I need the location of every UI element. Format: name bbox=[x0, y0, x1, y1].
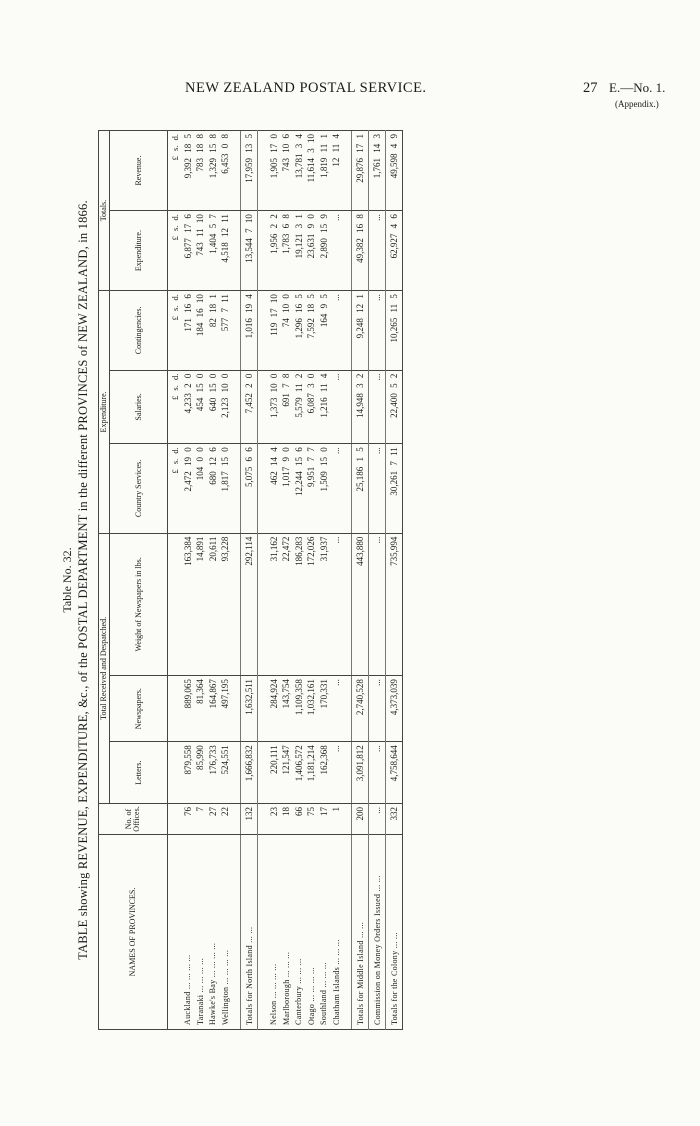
offices-cell: 132 bbox=[241, 804, 258, 835]
newspapers-cell: 164,867 bbox=[206, 676, 219, 742]
salaries-cell: 1,373 10 0 bbox=[267, 370, 280, 444]
salaries-cell: 640 15 0 bbox=[206, 370, 219, 444]
revenue-cell: 11,614 3 10 bbox=[305, 131, 318, 211]
table-row bbox=[305, 131, 318, 1030]
expenditure-cell: ... bbox=[369, 211, 386, 291]
weight-cell: 14,891 bbox=[194, 533, 207, 675]
letters-cell: 121,547 bbox=[280, 742, 293, 804]
offices-cell: 23 bbox=[267, 804, 280, 835]
table-row bbox=[219, 131, 232, 1030]
page-number: 27 bbox=[583, 80, 598, 96]
country-cell: 462 14 4 bbox=[267, 444, 280, 533]
province-name: Chatham Islands ... ... ... bbox=[330, 835, 343, 1030]
contingencies-cell: ... bbox=[330, 291, 343, 371]
offices-cell: 18 bbox=[280, 804, 293, 835]
weight-cell: 31,162 bbox=[267, 533, 280, 675]
unit-lsd: £ s. d. bbox=[168, 291, 182, 371]
col-letters: Letters. bbox=[110, 742, 168, 804]
weight-cell: 443,880 bbox=[352, 533, 369, 675]
document-reference: E.—No. 1. bbox=[609, 80, 666, 95]
expenditure-cell: 6,877 17 6 bbox=[181, 211, 194, 291]
salaries-cell: 14,948 3 2 bbox=[352, 370, 369, 444]
salaries-cell: 454 15 0 bbox=[194, 370, 207, 444]
postal-revenue-table bbox=[98, 130, 403, 1030]
salaries-cell: 22,400 5 2 bbox=[386, 370, 403, 444]
running-header bbox=[0, 80, 700, 102]
country-cell: 104 0 0 bbox=[194, 444, 207, 533]
revenue-cell: 1,761 14 3 bbox=[369, 131, 386, 211]
salaries-cell: 7,452 2 0 bbox=[241, 370, 258, 444]
offices-cell: 7 bbox=[194, 804, 207, 835]
unit-lsd: £ s. d. bbox=[168, 444, 182, 533]
letters-cell: 879,558 bbox=[181, 742, 194, 804]
group-totals: Totals. bbox=[99, 131, 110, 291]
spacer-row bbox=[342, 131, 352, 1030]
table-row bbox=[206, 131, 219, 1030]
letters-cell: 162,368 bbox=[317, 742, 330, 804]
offices-cell: 332 bbox=[386, 804, 403, 835]
expenditure-cell: 19,121 3 1 bbox=[292, 211, 305, 291]
weight-cell: ... bbox=[369, 533, 386, 675]
offices-cell: 200 bbox=[352, 804, 369, 835]
country-cell: 30,261 7 11 bbox=[386, 444, 403, 533]
revenue-cell: 1,819 11 1 bbox=[317, 131, 330, 211]
unit-lsd: £ s. d. bbox=[168, 131, 182, 211]
offices-cell: 22 bbox=[219, 804, 232, 835]
country-cell: 12,244 15 6 bbox=[292, 444, 305, 533]
contingencies-cell: 82 18 1 bbox=[206, 291, 219, 371]
newspapers-cell: 1,632,511 bbox=[241, 676, 258, 742]
table-row bbox=[292, 131, 305, 1030]
province-name: Southland ... ... ... bbox=[317, 835, 330, 1030]
contingencies-cell: 119 17 10 bbox=[267, 291, 280, 371]
newspapers-cell: 4,373,039 bbox=[386, 676, 403, 742]
col-offices: No. of Offices. bbox=[99, 804, 168, 835]
offices-cell: 66 bbox=[292, 804, 305, 835]
salaries-cell: 6,087 3 0 bbox=[305, 370, 318, 444]
appendix-label: (Appendix.) bbox=[615, 99, 659, 109]
country-cell: 9,951 7 7 bbox=[305, 444, 318, 533]
expenditure-cell: 1,404 5 7 bbox=[206, 211, 219, 291]
col-country-services: Country Services. bbox=[110, 444, 168, 533]
total-row-middle-island bbox=[352, 131, 369, 1030]
contingencies-cell: 74 10 0 bbox=[280, 291, 293, 371]
salaries-cell: 5,579 11 2 bbox=[292, 370, 305, 444]
revenue-cell: 29,876 17 1 bbox=[352, 131, 369, 211]
contingencies-cell: 577 7 11 bbox=[219, 291, 232, 371]
commission-row bbox=[369, 131, 386, 1030]
revenue-cell: 743 10 6 bbox=[280, 131, 293, 211]
table-row bbox=[330, 131, 343, 1030]
country-cell: ... bbox=[369, 444, 386, 533]
weight-cell: 163,384 bbox=[181, 533, 194, 675]
newspapers-cell: 1,032,161 bbox=[305, 676, 318, 742]
weight-cell: 93,228 bbox=[219, 533, 232, 675]
expenditure-cell: 1,783 6 8 bbox=[280, 211, 293, 291]
group-expenditure: Expenditure. bbox=[99, 291, 110, 534]
total-label: Totals for the Colony ... ... bbox=[386, 835, 403, 1030]
col-revenue: Revenue. bbox=[110, 131, 168, 211]
newspapers-cell: 170,331 bbox=[317, 676, 330, 742]
col-expenditure-total: Expenditure. bbox=[110, 211, 168, 291]
letters-cell: 524,551 bbox=[219, 742, 232, 804]
revenue-cell: 6,453 0 8 bbox=[219, 131, 232, 211]
province-name: Otago ... ... ... ... bbox=[305, 835, 318, 1030]
letters-cell: 220,111 bbox=[267, 742, 280, 804]
expenditure-cell: 2,890 15 9 bbox=[317, 211, 330, 291]
table-row bbox=[194, 131, 207, 1030]
salaries-cell: 1,216 11 4 bbox=[317, 370, 330, 444]
weight-cell: 292,114 bbox=[241, 533, 258, 675]
table-caption: TABLE showing REVENUE, EXPENDITURE, &c., of the POSTAL DEPARTMENT in the different PROVINCES of NEW ZEALAND, in 1866. bbox=[76, 200, 90, 960]
expenditure-cell: 13,544 7 10 bbox=[241, 211, 258, 291]
contingencies-cell: 171 16 6 bbox=[181, 291, 194, 371]
expenditure-cell: 23,631 9 0 bbox=[305, 211, 318, 291]
letters-cell: ... bbox=[330, 742, 343, 804]
revenue-cell: 783 18 8 bbox=[194, 131, 207, 211]
units-row bbox=[168, 131, 182, 1030]
table-number: Table No. 32. bbox=[60, 547, 74, 613]
province-name: Auckland ... ... ... ... bbox=[181, 835, 194, 1030]
revenue-cell: 1,905 17 0 bbox=[267, 131, 280, 211]
weight-cell: 22,472 bbox=[280, 533, 293, 675]
letters-cell: 3,091,812 bbox=[352, 742, 369, 804]
table-row bbox=[267, 131, 280, 1030]
rotated-table-block bbox=[58, 120, 528, 1040]
newspapers-cell: 889,065 bbox=[181, 676, 194, 742]
newspapers-cell: 81,364 bbox=[194, 676, 207, 742]
commission-label: Commission on Money Orders Issued ... ... bbox=[369, 835, 386, 1030]
offices-cell: 17 bbox=[317, 804, 330, 835]
table-row bbox=[181, 131, 194, 1030]
newspapers-cell: 2,740,528 bbox=[352, 676, 369, 742]
weight-cell: 735,994 bbox=[386, 533, 403, 675]
total-label: Totals for North Island ... ... bbox=[241, 835, 258, 1030]
letters-cell: 85,990 bbox=[194, 742, 207, 804]
letters-cell: 1,666,832 bbox=[241, 742, 258, 804]
revenue-cell: 1,329 15 8 bbox=[206, 131, 219, 211]
country-cell: 680 12 6 bbox=[206, 444, 219, 533]
total-label: Totals for Middle Island ... ... bbox=[352, 835, 369, 1030]
contingencies-cell: 9,248 12 1 bbox=[352, 291, 369, 371]
revenue-cell: 13,781 3 4 bbox=[292, 131, 305, 211]
contingencies-cell: 184 16 10 bbox=[194, 291, 207, 371]
newspapers-cell: 143,754 bbox=[280, 676, 293, 742]
weight-cell: 31,937 bbox=[317, 533, 330, 675]
weight-cell: 172,026 bbox=[305, 533, 318, 675]
salaries-cell: ... bbox=[330, 370, 343, 444]
contingencies-cell: 7,592 18 5 bbox=[305, 291, 318, 371]
col-weight: Weight of Newspapers in lbs. bbox=[110, 533, 168, 675]
col-newspapers: Newspapers. bbox=[110, 676, 168, 742]
weight-cell: 20,611 bbox=[206, 533, 219, 675]
revenue-cell: 9,392 18 5 bbox=[181, 131, 194, 211]
table-row bbox=[317, 131, 330, 1030]
letters-cell: 1,406,572 bbox=[292, 742, 305, 804]
country-cell: 1,817 15 0 bbox=[219, 444, 232, 533]
revenue-cell: 49,598 4 9 bbox=[386, 131, 403, 211]
offices-cell: ... bbox=[369, 804, 386, 835]
salaries-cell: 2,123 10 0 bbox=[219, 370, 232, 444]
offices-cell: 1 bbox=[330, 804, 343, 835]
province-name: Marlborough ... ... ... bbox=[280, 835, 293, 1030]
expenditure-cell: 1,956 2 2 bbox=[267, 211, 280, 291]
salaries-cell: 691 7 8 bbox=[280, 370, 293, 444]
country-cell: 25,186 1 5 bbox=[352, 444, 369, 533]
expenditure-cell: 4,518 12 11 bbox=[219, 211, 232, 291]
expenditure-cell: ... bbox=[330, 211, 343, 291]
letters-cell: 4,758,644 bbox=[386, 742, 403, 804]
contingencies-cell: 1,296 16 5 bbox=[292, 291, 305, 371]
group-received: Total Received and Despatched. bbox=[99, 533, 110, 803]
total-row-colony bbox=[386, 131, 403, 1030]
col-names: NAMES OF PROVINCES. bbox=[99, 835, 168, 1030]
weight-cell: 186,283 bbox=[292, 533, 305, 675]
revenue-cell: 12 11 4 bbox=[330, 131, 343, 211]
expenditure-cell: 49,382 16 8 bbox=[352, 211, 369, 291]
country-cell: 2,472 19 0 bbox=[181, 444, 194, 533]
country-cell: 5,075 6 6 bbox=[241, 444, 258, 533]
contingencies-cell: 164 9 5 bbox=[317, 291, 330, 371]
province-name: Wellington ... ... ... ... bbox=[219, 835, 232, 1030]
offices-cell: 27 bbox=[206, 804, 219, 835]
total-row-north-island bbox=[241, 131, 258, 1030]
salaries-cell: 4,233 2 0 bbox=[181, 370, 194, 444]
spacer-row bbox=[258, 131, 268, 1030]
newspapers-cell: 497,195 bbox=[219, 676, 232, 742]
unit-lsd: £ s. d. bbox=[168, 370, 182, 444]
newspapers-cell: ... bbox=[330, 676, 343, 742]
letters-cell: 176,733 bbox=[206, 742, 219, 804]
contingencies-cell: ... bbox=[369, 291, 386, 371]
newspapers-cell: 1,109,358 bbox=[292, 676, 305, 742]
expenditure-cell: 743 11 10 bbox=[194, 211, 207, 291]
country-cell: ... bbox=[330, 444, 343, 533]
newspapers-cell: 284,924 bbox=[267, 676, 280, 742]
revenue-cell: 17,959 13 5 bbox=[241, 131, 258, 211]
contingencies-cell: 10,265 11 5 bbox=[386, 291, 403, 371]
province-name: Nelson ... ... ... ... bbox=[267, 835, 280, 1030]
province-name: Hawke's Bay ... ... ... ... bbox=[206, 835, 219, 1030]
unit-lsd: £ s. d. bbox=[168, 211, 182, 291]
expenditure-cell: 62,927 4 6 bbox=[386, 211, 403, 291]
country-cell: 1,017 9 0 bbox=[280, 444, 293, 533]
col-salaries: Salaries. bbox=[110, 370, 168, 444]
province-name: Canterbury ... ... ... bbox=[292, 835, 305, 1030]
letters-cell: ... bbox=[369, 742, 386, 804]
offices-cell: 75 bbox=[305, 804, 318, 835]
col-contingencies: Contingencies. bbox=[110, 291, 168, 371]
province-name: Taranaki ... ... ... ... bbox=[194, 835, 207, 1030]
contingencies-cell: 1,016 19 4 bbox=[241, 291, 258, 371]
weight-cell: ... bbox=[330, 533, 343, 675]
offices-cell: 76 bbox=[181, 804, 194, 835]
letters-cell: 1,181,214 bbox=[305, 742, 318, 804]
salaries-cell: ... bbox=[369, 370, 386, 444]
table-row bbox=[280, 131, 293, 1030]
spacer-row bbox=[231, 131, 241, 1030]
country-cell: 1,509 15 0 bbox=[317, 444, 330, 533]
page-title: NEW ZEALAND POSTAL SERVICE. bbox=[185, 80, 427, 96]
newspapers-cell: ... bbox=[369, 676, 386, 742]
header-row-groups bbox=[99, 131, 110, 1030]
